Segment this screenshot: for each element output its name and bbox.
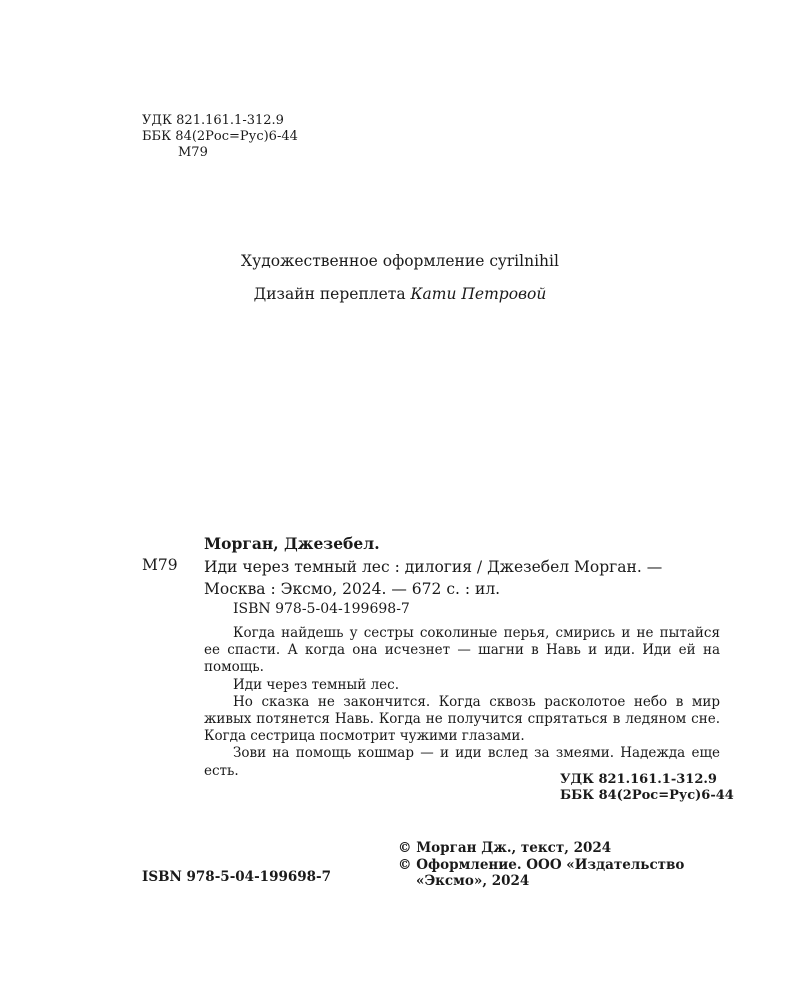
annotation-paragraph: Но сказка не закончится. Когда сквозь расколотое небо в мир живых потянется Навь. Когда не получится спрятаться в ледяном сне. Когда сестрица посмотрит чужими глазами. bbox=[204, 693, 720, 745]
copyright-block bbox=[398, 840, 728, 890]
annotation-paragraph: Когда найдешь у сестры соколиные перья, смирись и не пытайся ее спасти. А когда она исчезнет — шагни в Навь и иди. Иди ей на помощь. bbox=[204, 625, 720, 676]
art-credit-prefix: Художественное оформление bbox=[241, 252, 485, 270]
art-credit bbox=[0, 252, 800, 270]
copyright-design-continued: «Эксмо», 2024 bbox=[416, 873, 530, 889]
cover-credit bbox=[0, 285, 800, 303]
copyright-design: © Оформление. ООО «Издательство bbox=[398, 856, 685, 873]
bottom-bbk-code: ББК 84(2Рос=Рус)6-44 bbox=[560, 788, 734, 803]
annotation-paragraph: Иди через темный лес. bbox=[233, 676, 399, 693]
udk-code: УДК 821.161.1-312.9 bbox=[142, 113, 284, 128]
classification-block bbox=[142, 113, 298, 161]
art-credit-name: cyrilnihil bbox=[489, 252, 559, 270]
isbn-bottom: ISBN 978-5-04-199698-7 bbox=[142, 869, 332, 885]
bottom-classification bbox=[560, 772, 734, 804]
copyright-text: © Морган Дж., текст, 2024 bbox=[398, 840, 612, 856]
record-publication-line: Москва : Эксмо, 2024. — 672 с. : ил. bbox=[204, 580, 501, 598]
cover-credit-prefix: Дизайн переплета bbox=[253, 285, 406, 303]
cover-credit-name: Кати Петровой bbox=[410, 285, 547, 303]
annotation bbox=[204, 625, 720, 780]
record-author-code: М79 bbox=[142, 556, 178, 574]
record-description bbox=[204, 556, 724, 600]
bbk-code: ББК 84(2Рос=Рус)6-44 bbox=[142, 129, 298, 144]
bottom-udk-code: УДК 821.161.1-312.9 bbox=[560, 772, 717, 787]
annotation-paragraph: Зови на помощь кошмар — и иди вслед за змеями. Надежда еще есть. bbox=[204, 745, 720, 779]
record-title-line: Иди через темный лес : дилогия / Джезебел Морган. — bbox=[204, 558, 663, 576]
author-code: М79 bbox=[178, 145, 208, 160]
record-author: Морган, Джезебел. bbox=[204, 534, 380, 553]
record-isbn: ISBN 978-5-04-199698-7 bbox=[233, 601, 410, 617]
